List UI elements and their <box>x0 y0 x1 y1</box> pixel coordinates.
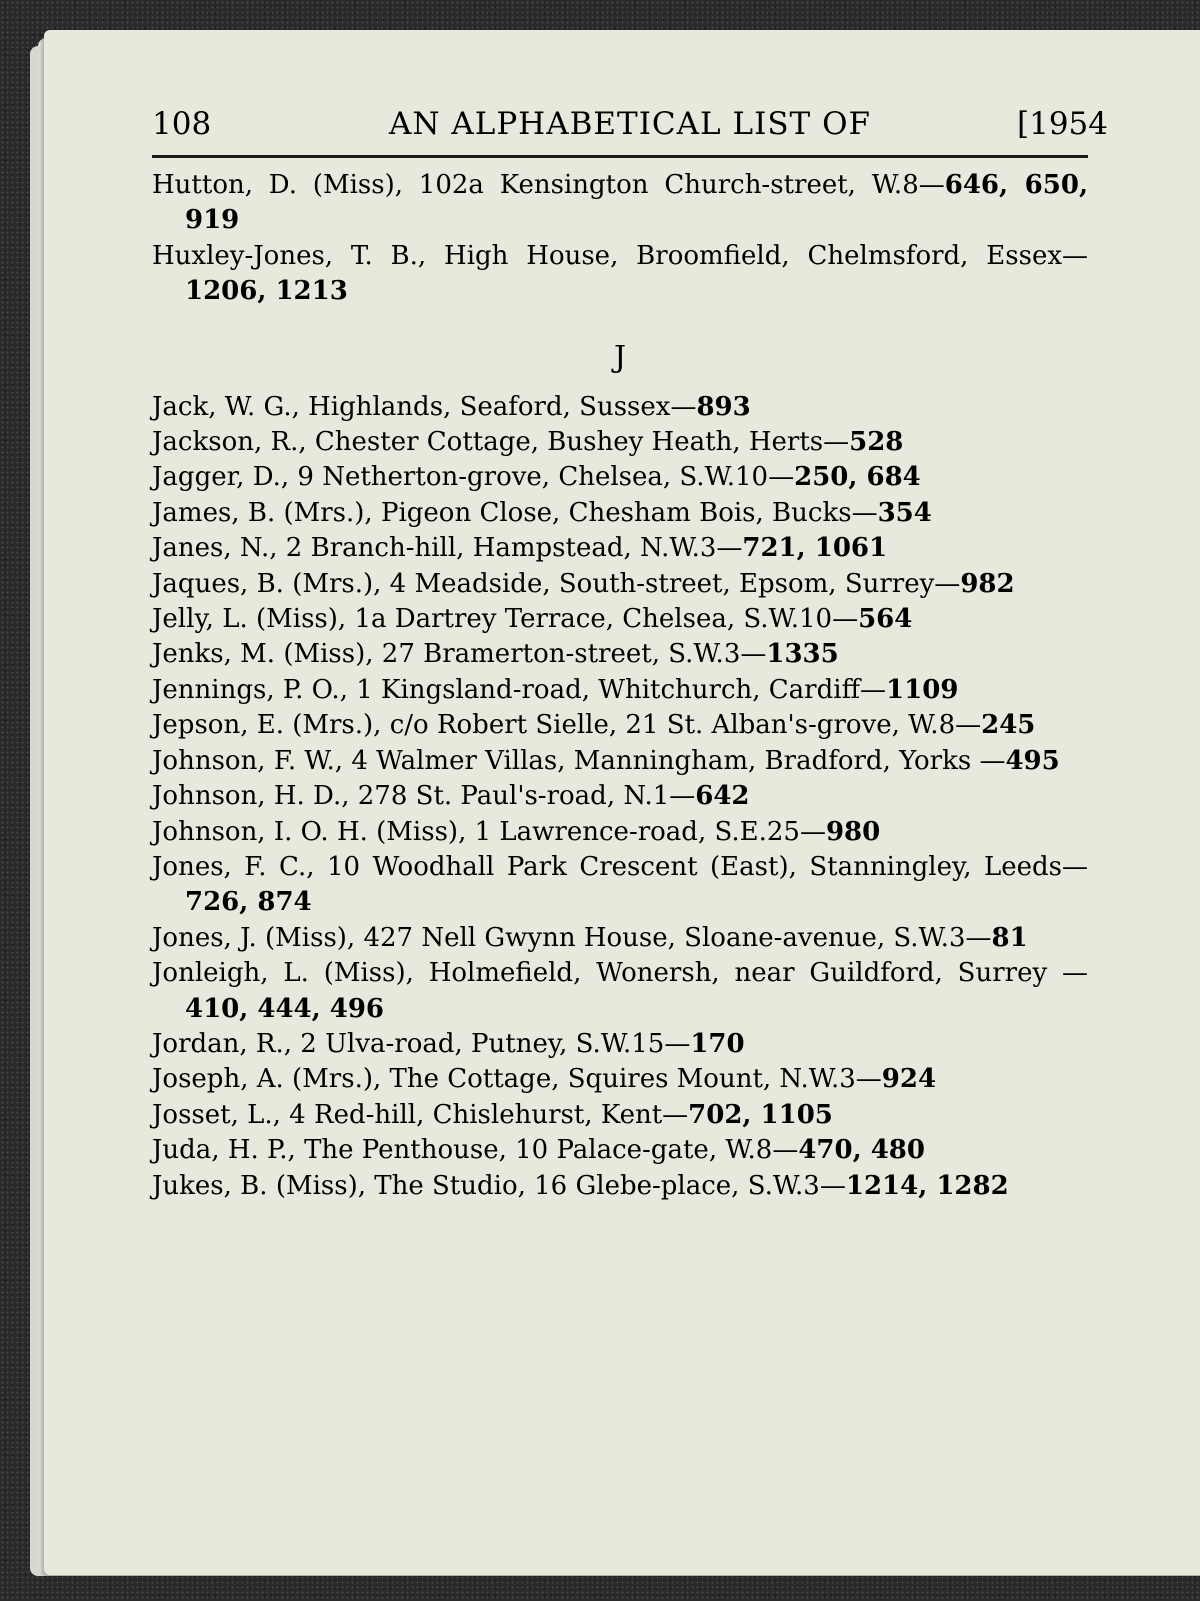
list-entry <box>152 708 1088 743</box>
entry-text: Jaques, B. (Mrs.), 4 Meadside, South-street, Epsom, Surrey— <box>152 568 961 599</box>
entry-numbers: 81 <box>991 922 1028 953</box>
entry-numbers: 893 <box>696 391 751 422</box>
list-entry <box>152 567 1088 602</box>
entry-numbers: 982 <box>960 568 1015 599</box>
page-header <box>152 102 1108 146</box>
entry-numbers: 1335 <box>766 639 839 670</box>
list-entry <box>152 168 1088 239</box>
list-entry <box>152 531 1088 566</box>
entry-text: Hutton, D. (Miss), 102a Kensington Church-street, W.8— <box>152 170 945 200</box>
entry-text: Joseph, A. (Mrs.), The Cottage, Squires Mount, N.W.3— <box>152 1064 882 1095</box>
list-entry <box>152 1098 1088 1133</box>
list-entry <box>152 239 1088 310</box>
entry-text: Johnson, H. D., 278 St. Paul's-road, N.1— <box>152 781 696 812</box>
entry-text: Jack, W. G., Highlands, Seaford, Sussex— <box>152 391 697 422</box>
list-entry <box>152 637 1088 672</box>
entry-text: Jonleigh, L. (Miss), Holmefield, Wonersh, near Guildford, Surrey — <box>152 958 1088 989</box>
entry-numbers: 1109 <box>886 674 959 705</box>
entry-text: Jukes, B. (Miss), The Studio, 16 Glebe-place, S.W.3— <box>152 1170 846 1201</box>
entry-numbers: 170 <box>690 1028 745 1059</box>
entry-text: Jagger, D., 9 Netherton-grove, Chelsea, S.W.10— <box>152 462 795 493</box>
entry-numbers: 1206, 1213 <box>185 276 348 307</box>
entry-numbers: 528 <box>849 427 904 458</box>
list-entry <box>152 602 1088 637</box>
entry-numbers: 410, 444, 496 <box>185 993 385 1024</box>
list-entry <box>152 425 1088 460</box>
list-entry <box>152 390 1088 425</box>
entry-numbers: 924 <box>881 1064 937 1095</box>
header-year: [1954 <box>1017 106 1108 142</box>
header-rule <box>152 155 1088 158</box>
entry-text: Jelly, L. (Miss), 1a Dartrey Terrace, Chelsea, S.W.10— <box>152 604 859 635</box>
list-entry <box>152 815 1088 850</box>
list-entry <box>152 673 1088 708</box>
entry-numbers: 646, 650, 919 <box>185 170 1088 236</box>
j-section <box>152 390 1088 1204</box>
entry-text: Jones, F. C., 10 Woodhall Park Crescent (East), Stanningley, Leeds— <box>152 851 1088 882</box>
section-letter: J <box>613 339 627 375</box>
list-entry <box>152 1133 1088 1168</box>
list-entry <box>152 1027 1088 1062</box>
entry-numbers: 702, 1105 <box>688 1099 833 1130</box>
entry-text: Johnson, F. W., 4 Walmer Villas, Manningham, Bradford, Yorks — <box>152 745 1006 776</box>
list-entry <box>152 744 1088 779</box>
entry-numbers: 726, 874 <box>185 887 312 918</box>
entry-text: Janes, N., 2 Branch-hill, Hampstead, N.W.3— <box>152 533 743 564</box>
running-title: AN ALPHABETICAL LIST OF <box>388 106 872 142</box>
entry-text: Juda, H. P., The Penthouse, 10 Palace-gate, W.8— <box>152 1135 799 1166</box>
list-entry <box>152 496 1088 531</box>
entry-list <box>152 168 1088 1204</box>
entry-text: Jordan, R., 2 Ulva-road, Putney, S.W.15— <box>152 1028 691 1059</box>
entry-numbers: 564 <box>858 604 913 635</box>
entry-numbers: 354 <box>877 497 932 528</box>
entry-numbers: 495 <box>1005 745 1060 776</box>
list-entry <box>152 921 1088 956</box>
entry-numbers: 980 <box>825 816 881 847</box>
list-entry <box>152 779 1088 814</box>
entry-text: Jones, J. (Miss), 427 Nell Gwynn House, Sloane-avenue, S.W.3— <box>152 922 992 953</box>
entry-numbers: 642 <box>695 781 750 812</box>
entry-text: Jackson, R., Chester Cottage, Bushey Heath, Herts— <box>152 427 850 458</box>
entry-text: Jepson, E. (Mrs.), c/o Robert Sielle, 21 St. Alban's-grove, W.8— <box>152 710 982 741</box>
entry-numbers: 470, 480 <box>798 1135 925 1166</box>
h-section <box>152 168 1088 310</box>
entry-text: Johnson, I. O. H. (Miss), 1 Lawrence-road, S.E.25— <box>152 816 826 847</box>
entry-text: James, B. (Mrs.), Pigeon Close, Chesham Bois, Bucks— <box>152 497 878 528</box>
entry-numbers: 250, 684 <box>794 462 921 493</box>
entry-numbers: 245 <box>981 710 1036 741</box>
entry-numbers: 1214, 1282 <box>845 1170 1009 1201</box>
entry-text: Huxley-Jones, T. B., High House, Broomfield, Chelmsford, Essex— <box>152 240 1088 271</box>
entry-numbers: 721, 1061 <box>742 533 888 564</box>
list-entry <box>152 956 1088 1027</box>
entry-text: Jenks, M. (Miss), 27 Bramerton-street, S.W.3— <box>152 639 767 670</box>
entry-text: Josset, L., 4 Red-hill, Chislehurst, Kent— <box>152 1099 689 1130</box>
list-entry <box>152 460 1088 495</box>
entry-text: Jennings, P. O., 1 Kingsland-road, Whitchurch, Cardiff— <box>152 674 887 705</box>
page-number: 108 <box>152 106 212 142</box>
list-entry <box>152 850 1088 921</box>
list-entry <box>152 1169 1088 1204</box>
list-entry <box>152 1062 1088 1097</box>
